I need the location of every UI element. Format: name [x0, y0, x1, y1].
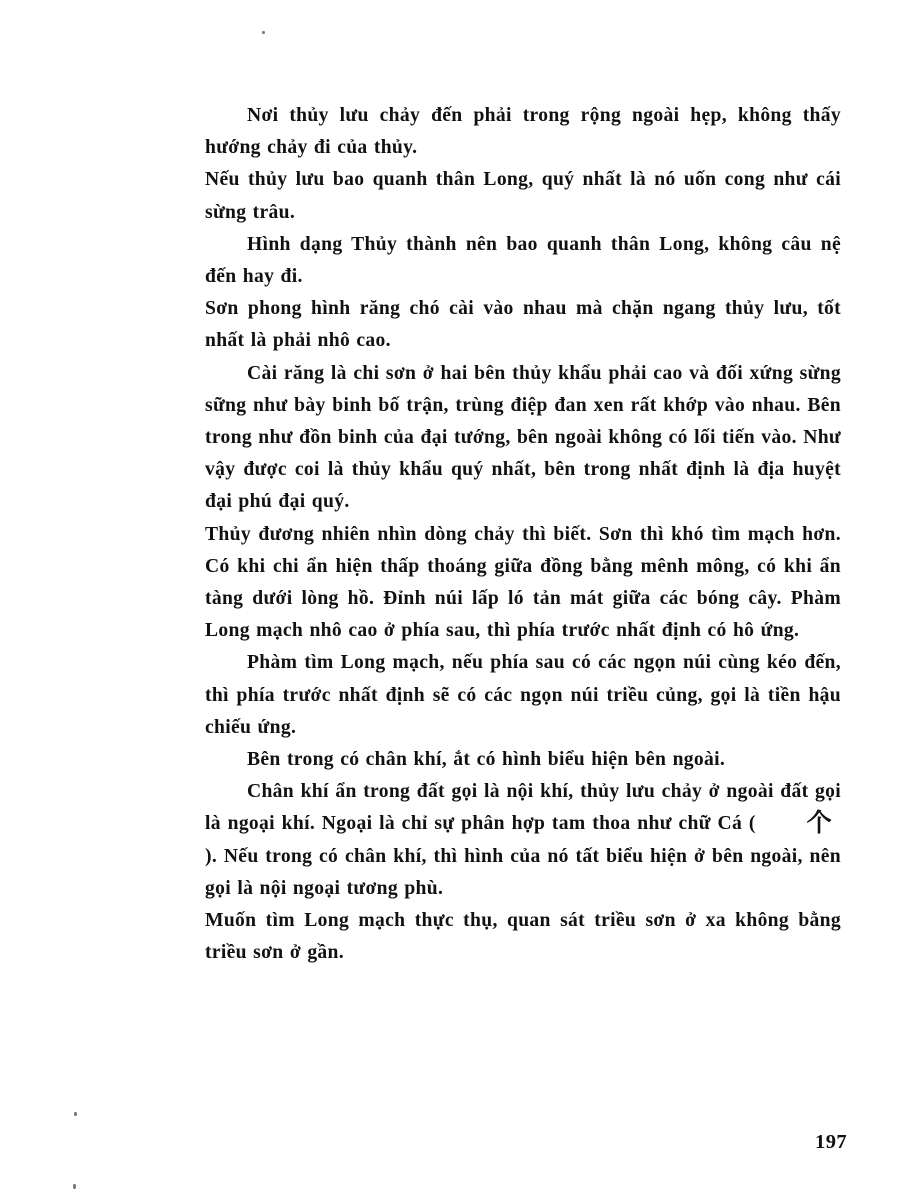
paragraph-text-after-glyph: ). Nếu trong có chân khí, thì hình của nó tất biểu hiện ở bên ngoài, nên gọi là nội ngoại tương phù. — [205, 845, 841, 899]
paragraph: Muốn tìm Long mạch thực thụ, quan sát triều sơn ở xa không bằng triều sơn ở gần. — [205, 910, 841, 964]
paragraph: Hình dạng Thủy thành nên bao quanh thân Long, không câu nệ đến hay đi. — [205, 233, 841, 288]
paragraph-with-glyph: Chân khí ẩn trong đất gọi là nội khí, thủy lưu chảy ở ngoài đất gọi là ngoại khí. Ngoại là chỉ sự phân hợp tam thoa như chữ Cá ( 个). Nếu trong có chân khí, thì hình của nó tất biểu hiện ở bên ngoài, nên gọi là nội ngoại tương phù. — [205, 781, 841, 899]
paragraph: Nơi thủy lưu chảy đến phải trong rộng ngoài hẹp, không thấy hướng chảy đi của thủy. — [205, 105, 841, 159]
page-number: 197 — [815, 1131, 847, 1153]
paragraph: Bên trong có chân khí, ắt có hình biểu hiện bên ngoài. — [247, 749, 726, 771]
paragraph: Thủy đương nhiên nhìn dòng chảy thì biết. Sơn thì khó tìm mạch hơn. Có khi chi ẩn hiện thấp thoáng giữa đồng bằng mênh mông, có khi ẩn tàng dưới lòng hồ. Đỉnh núi lấp ló tản mát giữa các bóng cây. Phàm Long mạch nhô cao ở phía sau, thì phía trước nhất định có hô ứng. — [205, 523, 841, 642]
paragraph: Phàm tìm Long mạch, nếu phía sau có các ngọn núi cùng kéo đến, thì phía trước nhất định sẽ có các ngọn núi triều củng, gọi là tiền hậu chiếu ứng. — [205, 652, 841, 738]
paragraph-text-before-glyph: Chân khí ẩn trong đất gọi là nội khí, thủy lưu chảy ở ngoài đất gọi là ngoại khí. Ngoại là chỉ sự phân hợp tam thoa như chữ Cá ( — [205, 781, 841, 835]
paragraph: Sơn phong hình răng chó cài vào nhau mà chặn ngang thủy lưu, tốt nhất là phải nhô cao. — [205, 298, 841, 352]
body-text-column — [205, 100, 841, 969]
paragraph: Nếu thủy lưu bao quanh thân Long, quý nhất là nó uốn cong như cái sừng trâu. — [205, 169, 841, 223]
scan-speck-icon — [262, 31, 265, 34]
scan-speck-icon — [74, 1112, 77, 1116]
paragraph: Cài răng là chi sơn ở hai bên thủy khẩu phải cao và đối xứng sừng sững như bày binh bố trận, trùng điệp đan xen rất khớp vào nhau. Bên trong như đồn binh của đại tướng, bên ngoài không có lối tiến vào. Như vậy được coi là thủy khẩu quý nhất, bên trong nhất định là địa huyệt đại phú đại quý. — [205, 362, 841, 513]
scan-speck-icon — [73, 1184, 76, 1189]
